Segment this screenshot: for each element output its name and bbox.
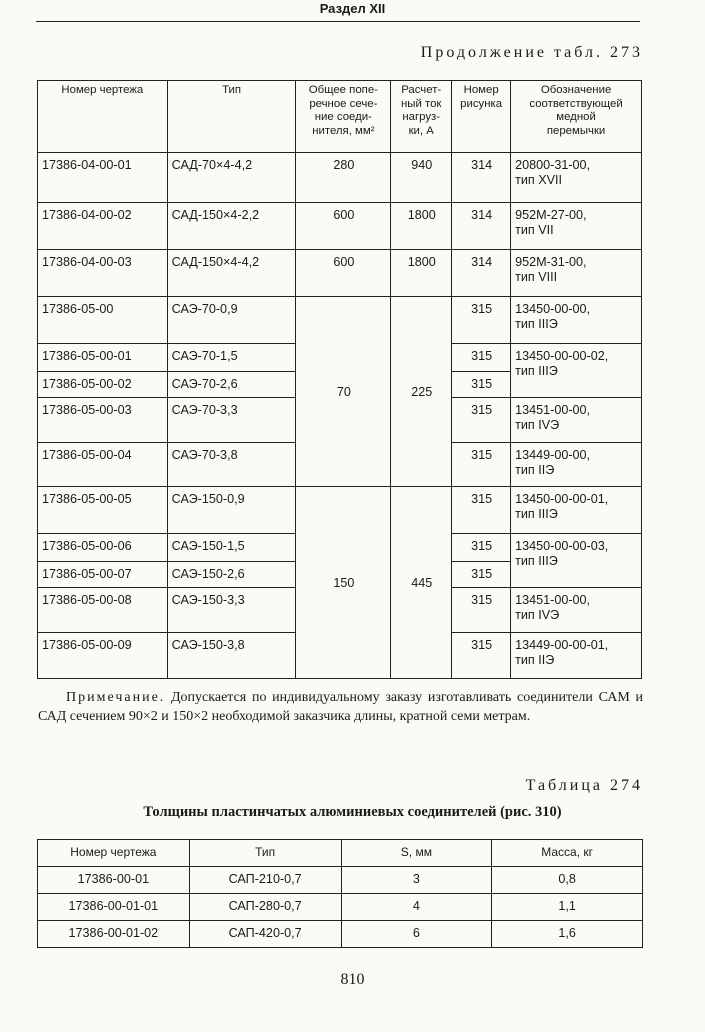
cell-jumper: 13450-00-00-01, тип IIIЭ	[511, 487, 642, 534]
header-type: Тип	[189, 840, 341, 867]
cell-drawing: 17386-05-00-07	[38, 562, 168, 588]
cell-jumper: 13450-00-00, тип IIIЭ	[511, 297, 642, 344]
cell-jumper: 13451-00-00, тип IVЭ	[511, 398, 642, 443]
table-274-header-row	[38, 840, 643, 867]
table-note	[38, 688, 643, 726]
header-mass: Масса, кг	[492, 840, 643, 867]
cell-type: САД-150×4-2,2	[167, 203, 296, 250]
cell-figure: 315	[452, 487, 511, 534]
cell-type: САЭ-70-1,5	[167, 344, 296, 372]
cell-type: САЭ-70-0,9	[167, 297, 296, 344]
cell-type: САЭ-150-1,5	[167, 534, 296, 562]
cell-figure: 315	[452, 443, 511, 487]
cell-jumper: 13450-00-00-03, тип IIIЭ	[511, 534, 642, 588]
cell-type: САЭ-70-3,3	[167, 398, 296, 443]
cell-figure: 315	[452, 297, 511, 344]
cell-type: САД-70×4-4,2	[167, 153, 296, 203]
cell-drawing: 17386-00-01-02	[38, 921, 190, 948]
cell-drawing: 17386-05-00-08	[38, 588, 168, 633]
cell-jumper: 13449-00-00, тип IIЭ	[511, 443, 642, 487]
page-number: 810	[340, 971, 365, 988]
cell-type: САЭ-150-3,8	[167, 633, 296, 679]
cell-drawing: 17386-00-01	[38, 867, 190, 894]
header-type: Тип	[167, 81, 296, 153]
cell-drawing: 17386-05-00-04	[38, 443, 168, 487]
cell-current-group-150: 445	[391, 487, 452, 679]
table-row	[38, 153, 642, 203]
cell-drawing: 17386-05-00	[38, 297, 168, 344]
cell-type: САП-280-0,7	[189, 894, 341, 921]
cell-drawing: 17386-04-00-03	[38, 250, 168, 297]
cell-figure: 315	[452, 398, 511, 443]
header-drawing-number: Номер чертежа	[38, 840, 190, 867]
cell-figure: 315	[452, 588, 511, 633]
cell-current: 1800	[391, 203, 452, 250]
cell-type: САЭ-70-3,8	[167, 443, 296, 487]
cell-section: 600	[296, 203, 391, 250]
cell-drawing: 17386-05-00-05	[38, 487, 168, 534]
cell-figure: 314	[452, 250, 511, 297]
table-row	[38, 867, 643, 894]
table-274-label: Таблица 274	[525, 777, 643, 794]
header-cross-section: Общее попе- речное сече- ние соеди- нителя, мм²	[296, 81, 391, 153]
cell-type: САЭ-150-2,6	[167, 562, 296, 588]
cell-type: САЭ-150-0,9	[167, 487, 296, 534]
table-row	[38, 297, 642, 344]
cell-drawing: 17386-05-00-02	[38, 372, 168, 398]
note-label: Примечание.	[66, 690, 166, 705]
cell-figure: 315	[452, 372, 511, 398]
cell-type: САП-420-0,7	[189, 921, 341, 948]
cell-jumper: 13450-00-00-02, тип IIIЭ	[511, 344, 642, 398]
section-header: Раздел XII	[319, 1, 386, 16]
cell-figure: 315	[452, 344, 511, 372]
header-figure-number: Номер рисунка	[452, 81, 511, 153]
header-drawing-number: Номер чертежа	[38, 81, 168, 153]
header-thickness: S, мм	[341, 840, 492, 867]
cell-drawing: 17386-05-00-06	[38, 534, 168, 562]
table-273-continuation-label: Продолжение табл. 273	[420, 44, 643, 61]
table-row	[38, 894, 643, 921]
table-273-header-row	[38, 81, 642, 153]
cell-section: 600	[296, 250, 391, 297]
cell-thickness: 3	[341, 867, 492, 894]
cell-figure: 315	[452, 562, 511, 588]
cell-current: 1800	[391, 250, 452, 297]
table-row	[38, 487, 642, 534]
cell-figure: 315	[452, 534, 511, 562]
cell-drawing: 17386-05-00-09	[38, 633, 168, 679]
cell-current: 940	[391, 153, 452, 203]
cell-section-group-150: 150	[296, 487, 391, 679]
table-274-caption: Толщины пластинчатых алюминиевых соединителей (рис. 310)	[143, 804, 562, 820]
cell-mass: 1,1	[492, 894, 643, 921]
cell-figure: 314	[452, 203, 511, 250]
cell-section-group-70: 70	[296, 297, 391, 487]
cell-drawing: 17386-05-00-01	[38, 344, 168, 372]
cell-section: 280	[296, 153, 391, 203]
cell-type: САЭ-70-2,6	[167, 372, 296, 398]
cell-jumper: 13449-00-00-01, тип IIЭ	[511, 633, 642, 679]
table-274	[37, 839, 643, 948]
table-273	[37, 80, 642, 679]
cell-current-group-70: 225	[391, 297, 452, 487]
cell-drawing: 17386-05-00-03	[38, 398, 168, 443]
table-row	[38, 203, 642, 250]
cell-type: САП-210-0,7	[189, 867, 341, 894]
header-rated-current: Расчет- ный ток нагруз- ки, А	[391, 81, 452, 153]
cell-type: САЭ-150-3,3	[167, 588, 296, 633]
cell-type: САД-150×4-4,2	[167, 250, 296, 297]
cell-drawing: 17386-04-00-02	[38, 203, 168, 250]
cell-figure: 314	[452, 153, 511, 203]
cell-thickness: 6	[341, 921, 492, 948]
cell-thickness: 4	[341, 894, 492, 921]
cell-drawing: 17386-00-01-01	[38, 894, 190, 921]
cell-jumper: 952М-27-00, тип VII	[511, 203, 642, 250]
cell-figure: 315	[452, 633, 511, 679]
header-copper-jumper: Обозначение соответствующей медной перемычки	[511, 81, 642, 153]
table-row	[38, 921, 643, 948]
cell-jumper: 13451-00-00, тип IVЭ	[511, 588, 642, 633]
header-rule	[36, 21, 640, 22]
table-row	[38, 250, 642, 297]
cell-jumper: 20800-31-00, тип XVII	[511, 153, 642, 203]
note-text: Допускается по индивидуальному заказу изготавливать соединители САМ и САД сечением 90×2 и 150×2 необходимой заказчика длины, кратной семи метрам.	[38, 690, 643, 724]
cell-mass: 1,6	[492, 921, 643, 948]
cell-mass: 0,8	[492, 867, 643, 894]
cell-jumper: 952М-31-00, тип VIII	[511, 250, 642, 297]
cell-drawing: 17386-04-00-01	[38, 153, 168, 203]
